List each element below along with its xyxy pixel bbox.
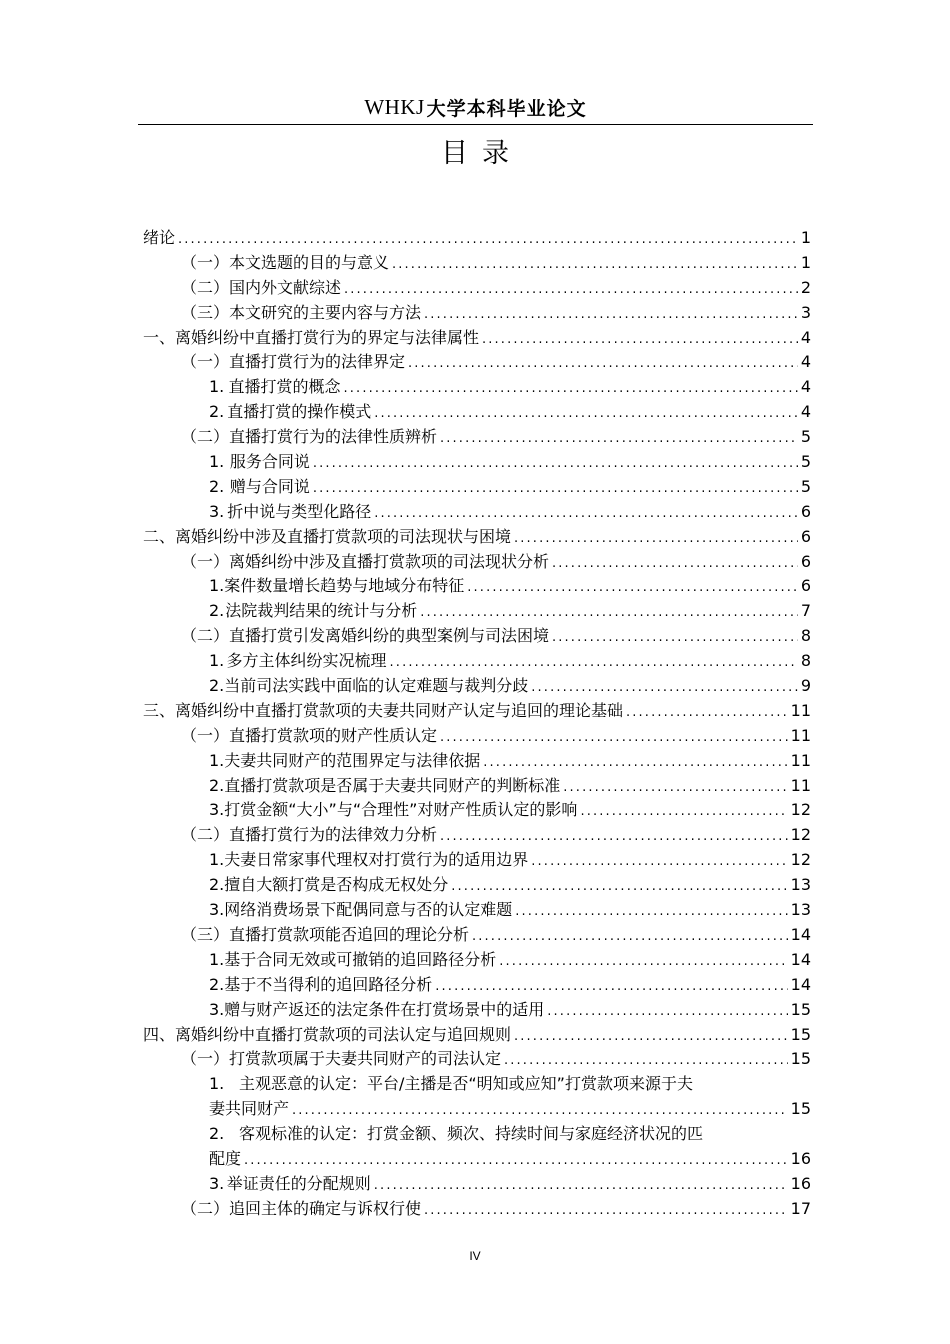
toc-entry-page: 12	[790, 800, 811, 820]
toc-entry-label: 网络消费场景下配偶同意与否的认定难题	[224, 900, 513, 920]
dot-leader	[483, 751, 787, 776]
page-number: IV	[469, 1249, 481, 1263]
toc-entry-number: 3.	[209, 1173, 225, 1193]
header-prefix: WHKJ	[364, 95, 425, 119]
dot-leader	[440, 825, 788, 850]
toc-entry-label: 三、离婚纠纷中直播打赏款项的夫妻共同财产认定与追回的理论基础	[143, 700, 624, 720]
toc-entry-label: 赠与合同说	[229, 476, 310, 496]
toc-entry-page: 15	[790, 1099, 811, 1119]
toc-entry[interactable]	[143, 749, 811, 774]
dot-leader	[514, 1025, 788, 1050]
toc-entry-label: 二、离婚纠纷中涉及直播打赏款项的司法现状与困境	[143, 526, 512, 546]
dot-leader	[552, 552, 798, 577]
toc-entry-page: 14	[790, 924, 811, 944]
toc-entry-label: （一）离婚纠纷中涉及直播打赏款项的司法现状分析	[181, 551, 550, 571]
dot-leader	[514, 527, 798, 552]
toc-entry-label: （三）直播打赏款项能否追回的理论分析	[181, 924, 470, 944]
toc-entry[interactable]	[143, 973, 811, 998]
dot-leader	[392, 253, 798, 278]
toc-entry-page: 4	[800, 327, 811, 347]
toc-entry-page: 14	[790, 949, 811, 969]
toc-entry-label: 案件数量增长趋势与地域分布特征	[224, 576, 465, 596]
dot-leader	[344, 377, 798, 402]
toc-entry-page: 1	[800, 252, 811, 272]
toc-entry[interactable]	[143, 574, 811, 599]
toc-entry[interactable]	[143, 1023, 811, 1048]
toc-entry-label: （二）追回主体的确定与诉权行使	[181, 1198, 422, 1218]
dot-leader	[313, 477, 798, 502]
toc-entry-label: 直播打赏款项是否属于夫妻共同财产的判断标准	[224, 775, 561, 795]
toc-entry[interactable]	[143, 948, 811, 973]
table-of-contents	[143, 226, 811, 1222]
dot-leader	[547, 1000, 787, 1025]
toc-entry-page: 12	[790, 825, 811, 845]
dot-leader	[374, 402, 798, 427]
toc-entry-page: 8	[800, 651, 811, 671]
toc-entry-label: 绪论	[143, 228, 176, 247]
dot-leader	[531, 676, 798, 701]
dot-leader	[424, 1199, 788, 1224]
page-header	[138, 94, 813, 125]
toc-entry-label: 一、离婚纠纷中直播打赏行为的界定与法律属性	[143, 327, 480, 347]
toc-entry[interactable]	[143, 624, 811, 649]
toc-entry-page: 12	[790, 850, 811, 870]
dot-leader	[504, 1049, 788, 1074]
toc-title: 目录	[441, 138, 523, 169]
toc-entry-page: 5	[800, 452, 811, 472]
toc-entry-number: 3.	[209, 501, 225, 521]
dot-leader	[580, 800, 787, 825]
toc-entry[interactable]	[143, 923, 811, 948]
toc-entry-line[interactable]	[143, 1097, 811, 1122]
toc-entry[interactable]	[143, 848, 811, 873]
toc-entry-number: 1.	[209, 850, 225, 870]
dot-leader	[435, 975, 787, 1000]
toc-entry-page: 6	[800, 576, 811, 596]
dot-leader	[408, 352, 798, 377]
dot-leader	[313, 452, 798, 477]
dot-leader	[440, 427, 798, 452]
toc-entry-line[interactable]	[143, 1122, 811, 1147]
dot-leader	[515, 900, 787, 925]
dot-leader	[626, 701, 788, 726]
toc-entry-page: 5	[800, 427, 811, 447]
toc-entry-label: 擅自大额打赏是否构成无权处分	[224, 875, 449, 895]
toc-entry-number: 1.	[209, 576, 225, 596]
toc-entry-page: 11	[790, 725, 811, 745]
dot-leader	[374, 1174, 788, 1199]
toc-entry-label: （一）打赏款项属于夫妻共同财产的司法认定	[181, 1049, 502, 1069]
toc-entry[interactable]	[143, 550, 811, 575]
toc-entry-number: 2.	[209, 476, 225, 496]
toc-entry-number: 3.	[209, 800, 225, 820]
toc-entry[interactable]	[143, 475, 811, 500]
dot-leader	[420, 601, 798, 626]
toc-entry-page: 4	[800, 402, 811, 422]
toc-entry-number: 3.	[209, 900, 225, 920]
toc-entry-number: 2.	[209, 775, 225, 795]
toc-entry[interactable]	[143, 674, 811, 699]
toc-entry[interactable]	[143, 251, 811, 276]
toc-entry-number: 2.	[209, 676, 225, 696]
dot-leader	[499, 950, 787, 975]
toc-entry[interactable]	[143, 1047, 811, 1072]
toc-entry[interactable]	[143, 998, 811, 1023]
toc-entry-page: 13	[790, 875, 811, 895]
toc-entry-line[interactable]	[143, 1147, 811, 1172]
toc-entry-page: 16	[790, 1173, 811, 1193]
toc-entry-label: 主观恶意的认定：平台/主播是否“明知或应知”打赏款项来源于夫	[239, 1074, 693, 1094]
toc-entry[interactable]	[143, 425, 811, 450]
toc-entry-label: 客观标准的认定：打赏金额、频次、持续时间与家庭经济状况的匹	[239, 1124, 704, 1144]
toc-entry[interactable]	[143, 301, 811, 326]
dot-leader	[563, 776, 787, 801]
toc-entry-label: （一）直播打赏行为的法律界定	[181, 352, 406, 372]
toc-entry[interactable]	[143, 1172, 811, 1197]
toc-entry-label: 夫妻共同财产的范围界定与法律依据	[224, 750, 481, 770]
toc-entry[interactable]	[143, 350, 811, 375]
header-title: 大学本科毕业论文	[426, 98, 587, 120]
toc-entry-page: 3	[800, 302, 811, 322]
toc-entry-label: 基于合同无效或可撤销的追回路径分析	[224, 949, 497, 969]
toc-entry-label: 举证责任的分配规则	[226, 1173, 371, 1193]
toc-entry-label: 直播打赏的概念	[228, 377, 341, 397]
toc-entry-number: 2.	[209, 1124, 225, 1144]
toc-entry-number: 2.	[209, 402, 225, 422]
toc-entry[interactable]	[143, 1197, 811, 1222]
toc-entry-page: 11	[790, 750, 811, 770]
toc-entry-number: 2.	[209, 875, 225, 895]
toc-entry-number: 2.	[209, 601, 225, 621]
toc-entry[interactable]	[143, 276, 811, 301]
dot-leader	[482, 328, 798, 353]
toc-entry-number: 1.	[209, 651, 225, 671]
toc-entry-page: 7	[800, 601, 811, 621]
toc-entry-label: 配度	[209, 1148, 242, 1168]
dot-leader	[344, 278, 798, 303]
toc-entry[interactable]	[143, 375, 811, 400]
toc-entry-number: 1.	[209, 750, 225, 770]
toc-entry-page: 6	[800, 526, 811, 546]
toc-entry-page: 5	[800, 476, 811, 496]
toc-entry-label: 赠与财产返还的法定条件在打赏场景中的适用	[224, 999, 545, 1019]
toc-entry-label: （一）本文选题的目的与意义	[181, 252, 390, 272]
toc-entry[interactable]	[143, 774, 811, 799]
toc-entry[interactable]	[143, 898, 811, 923]
toc-entry-number: 3.	[209, 999, 225, 1019]
dot-leader	[472, 925, 788, 950]
toc-entry[interactable]	[143, 724, 811, 749]
dot-leader	[467, 576, 798, 601]
toc-entry[interactable]	[143, 649, 811, 674]
toc-entry-label: （三）本文研究的主要内容与方法	[181, 302, 422, 322]
toc-entry-page: 16	[790, 1148, 811, 1168]
toc-entry-page: 15	[790, 1049, 811, 1069]
toc-entry[interactable]	[143, 599, 811, 624]
toc-entry-number: 1.	[209, 949, 225, 969]
toc-entry[interactable]	[143, 525, 811, 550]
dot-leader	[531, 850, 787, 875]
toc-entry[interactable]	[143, 450, 811, 475]
toc-entry[interactable]	[143, 798, 811, 823]
dot-leader	[374, 502, 798, 527]
toc-entry[interactable]	[143, 873, 811, 898]
toc-entry-label: （二）国内外文献综述	[181, 277, 342, 297]
toc-entry-page: 15	[790, 999, 811, 1019]
dot-leader	[244, 1149, 788, 1174]
toc-entry-page: 9	[800, 676, 811, 696]
toc-entry-label: 基于不当得利的追回路径分析	[224, 974, 433, 994]
toc-entry-page: 4	[800, 377, 811, 397]
toc-entry[interactable]	[143, 226, 811, 251]
toc-entry-page: 6	[800, 551, 811, 571]
dot-leader	[178, 228, 798, 253]
toc-entry-page: 17	[790, 1198, 811, 1218]
toc-entry-number: 1.	[209, 452, 225, 472]
dot-leader	[292, 1099, 788, 1124]
dot-leader	[552, 626, 798, 651]
toc-entry[interactable]	[143, 400, 811, 425]
dot-leader	[440, 726, 788, 751]
toc-entry-label: 服务合同说	[229, 452, 310, 472]
toc-entry-page: 15	[790, 1024, 811, 1044]
toc-entry-label: （二）直播打赏行为的法律性质辨析	[181, 427, 438, 447]
toc-entry-label: （二）直播打赏行为的法律效力分析	[181, 825, 438, 845]
toc-entry-page: 6	[800, 501, 811, 521]
toc-entry-page: 1	[800, 228, 811, 247]
toc-entry[interactable]	[143, 500, 811, 525]
toc-entry-page: 2	[800, 277, 811, 297]
dot-leader	[451, 875, 787, 900]
toc-entry-label: 打赏金额“大小”与“合理性”对财产性质认定的影响	[224, 800, 578, 820]
toc-entry-label: 多方主体纠纷实况梳理	[226, 651, 387, 671]
toc-entry-page: 8	[800, 626, 811, 646]
toc-entry[interactable]	[143, 699, 811, 724]
toc-entry-line[interactable]	[143, 1072, 811, 1097]
toc-entry[interactable]	[143, 823, 811, 848]
toc-entry-number: 1.	[209, 1074, 225, 1094]
toc-entry[interactable]	[143, 326, 811, 351]
toc-entry-label: 夫妻日常家事代理权对打赏行为的适用边界	[224, 850, 529, 870]
toc-entry-page: 11	[790, 700, 811, 720]
toc-entry-label: 折中说与类型化路径	[227, 501, 372, 521]
toc-entry-number: 2.	[209, 974, 225, 994]
toc-entry-label: （二）直播打赏引发离婚纠纷的典型案例与司法困境	[181, 626, 550, 646]
toc-entry-label: （一）直播打赏款项的财产性质认定	[181, 725, 438, 745]
toc-entry-page: 11	[790, 775, 811, 795]
toc-entry-page: 14	[790, 974, 811, 994]
toc-entry-page: 13	[790, 900, 811, 920]
toc-entry-label: 法院裁判结果的统计与分析	[225, 601, 418, 621]
toc-entry-label: 四、离婚纠纷中直播打赏款项的司法认定与追回规则	[143, 1024, 512, 1044]
toc-entry-number: 1.	[209, 377, 225, 397]
dot-leader	[424, 303, 798, 328]
toc-entry-label: 当前司法实践中面临的认定难题与裁判分歧	[224, 676, 529, 696]
dot-leader	[390, 651, 798, 676]
toc-entry-page: 4	[800, 352, 811, 372]
toc-entry-label: 妻共同财产	[209, 1099, 290, 1119]
toc-entry-label: 直播打赏的操作模式	[227, 402, 372, 422]
